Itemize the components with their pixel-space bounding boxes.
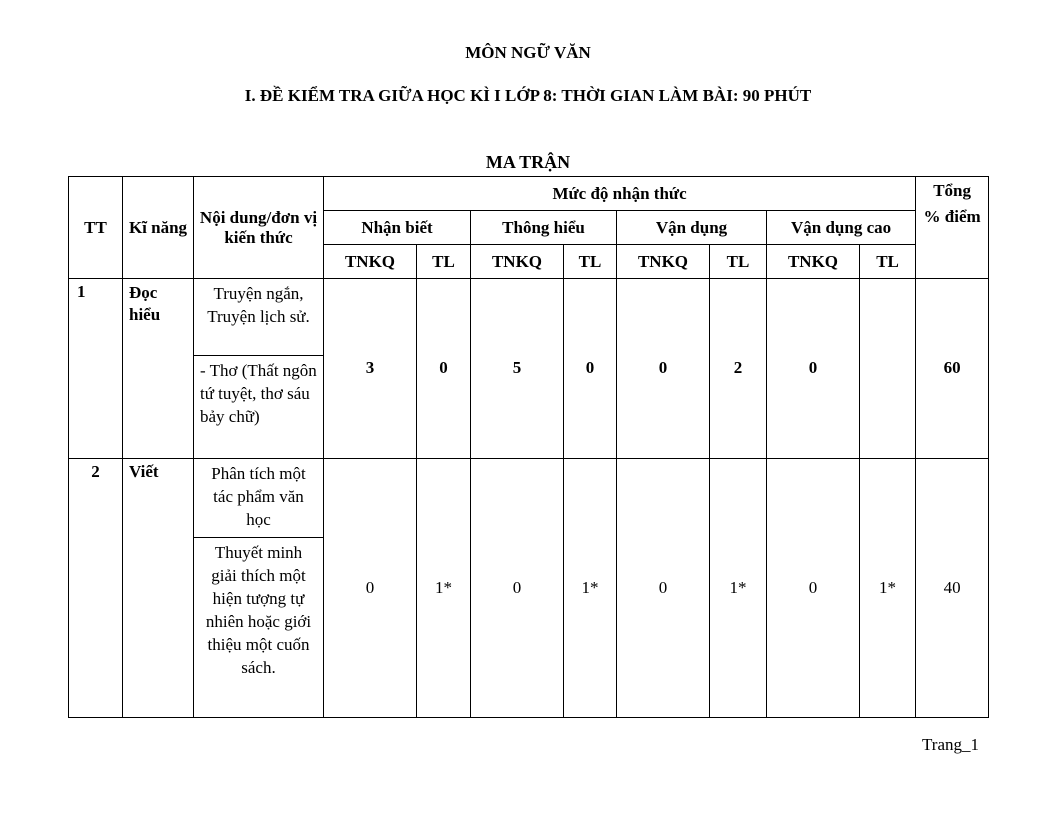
value-cell: 1*	[417, 458, 471, 717]
value-cell: 0	[617, 279, 710, 458]
total-cell: 40	[916, 458, 989, 717]
row-content: Thuyết minh giải thích một hiện tượng tự nhiên hoặc giới thiệu một cuốn sách.	[194, 537, 324, 717]
header-total-percent: % điểm	[923, 207, 981, 226]
header-total	[916, 177, 989, 279]
value-cell: 3	[324, 279, 417, 458]
header-total-label: Tổng	[933, 181, 971, 200]
level-high-application: Vận dụng cao	[767, 211, 916, 245]
header-skill: Kĩ năng	[123, 177, 194, 279]
sub-header: TL	[417, 245, 471, 279]
level-understanding: Thông hiểu	[471, 211, 617, 245]
value-cell: 1*	[710, 458, 767, 717]
row-number: 1	[69, 279, 123, 458]
header-tt: TT	[69, 177, 123, 279]
header-row-1	[69, 177, 989, 211]
value-cell: 2	[710, 279, 767, 458]
value-cell: 0	[324, 458, 417, 717]
sub-header: TNKQ	[471, 245, 564, 279]
sub-header: TNKQ	[767, 245, 860, 279]
row-content: Phân tích một tác phẩm văn học	[194, 458, 324, 537]
exam-title: I. ĐỀ KIỂM TRA GIỮA HỌC KÌ I LỚP 8: THỜI GIAN LÀM BÀI: 90 PHÚT	[244, 86, 812, 105]
value-cell: 0	[564, 279, 617, 458]
row-content: - Thơ (Thất ngôn tứ tuyệt, thơ sáu bảy chữ)	[194, 356, 324, 458]
row-content: Truyện ngắn, Truyện lịch sử.	[194, 279, 324, 356]
value-cell: 0	[767, 279, 860, 458]
subject-title: MÔN NGỮ VĂN	[465, 43, 591, 62]
value-cell	[860, 279, 916, 458]
row-skill: Đọc hiểu	[123, 279, 194, 458]
header-content: Nội dung/đơn vị kiến thức	[194, 177, 324, 279]
total-cell: 60	[916, 279, 989, 458]
sub-header: TL	[860, 245, 916, 279]
matrix-title: MA TRẬN	[485, 152, 571, 172]
value-cell: 0	[617, 458, 710, 717]
sub-header: TNKQ	[324, 245, 417, 279]
level-application: Vận dụng	[617, 211, 767, 245]
row-number: 2	[69, 458, 123, 717]
row-skill: Viết	[123, 458, 194, 717]
value-cell: 5	[471, 279, 564, 458]
page-number: Trang_1	[922, 735, 979, 754]
sub-header: TL	[710, 245, 767, 279]
value-cell: 0	[767, 458, 860, 717]
sub-header: TL	[564, 245, 617, 279]
value-cell: 0	[471, 458, 564, 717]
table-row	[69, 279, 989, 356]
level-recognition: Nhận biết	[324, 211, 471, 245]
value-cell: 0	[417, 279, 471, 458]
value-cell: 1*	[564, 458, 617, 717]
header-cognitive-level: Mức độ nhận thức	[324, 177, 916, 211]
sub-header: TNKQ	[617, 245, 710, 279]
assessment-matrix-table	[68, 176, 989, 718]
value-cell: 1*	[860, 458, 916, 717]
table-row	[69, 458, 989, 537]
